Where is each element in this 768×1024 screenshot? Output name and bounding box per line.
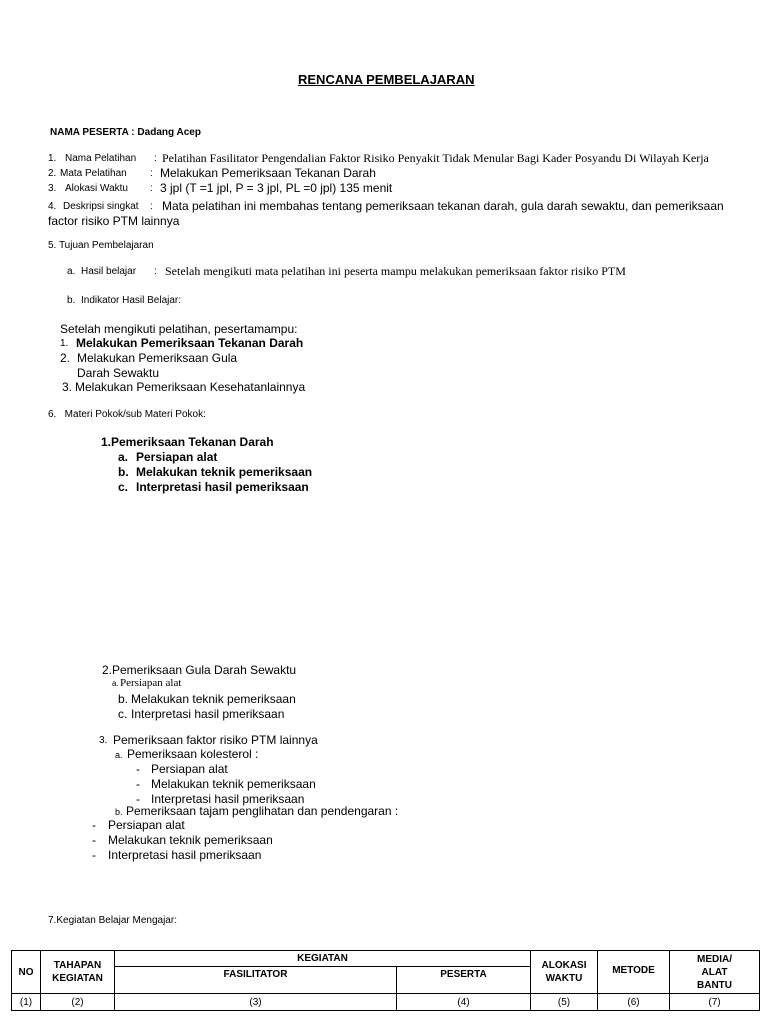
indikator-2-text-continued: Darah Sewaktu [77,366,160,380]
indikator-2-text: Melakukan Pemeriksaan Gula [77,351,238,365]
tujuan-heading: 5. Tujuan Pembelajaran [48,240,154,251]
indikator-3-text: Melakukan Pemeriksaan Kesehatanlainnya [75,380,306,394]
peserta-row [50,127,201,138]
materi-1a-text: Persiapan alat [136,450,218,464]
materi-3-title: Pemeriksaan faktor risiko PTM lainnya [113,733,318,747]
item-1-label: Nama Pelatihan [65,153,137,164]
materi-3a-title: Pemeriksaan kolesterol : [127,747,259,761]
item-2-value: Melakukan Pemeriksaan Tekanan Darah [160,166,376,180]
item-4-number: 4. [48,201,57,212]
materi-2-title: 2.Pemeriksaan Gula Darah Sewaktu [102,663,297,677]
materi-3b-item-2: Melakukan teknik pemeriksaan [108,833,273,847]
hasil-belajar-number: a. [67,266,76,277]
col-number-5: (5) [531,994,598,1011]
materi-3a-item-1: Persiapan alat [151,762,228,776]
col-number-3: (3) [115,994,397,1011]
item-4-value: Mata pelatihan ini membahas tentang pemeriksaan tekanan darah, gula darah sewaktu, dan pemeriksaan [162,199,724,213]
materi-3b-item-1: Persiapan alat [108,818,185,832]
hasil-belajar-value: Setelah mengikuti mata pelatihan ini peserta mampu melakukan pemeriksaan faktor risiko PTM [165,264,626,278]
item-4-value-continued: factor risiko PTM lainnya [48,214,180,228]
page-title: RENCANA PEMBELAJARAN [298,72,475,87]
materi-heading: 6. Materi Pokok/sub Materi Pokok: [48,409,206,420]
item-2-number: 2. [48,168,57,179]
materi-3b-dash-2: - [92,833,96,847]
materi-1-title: 1.Pemeriksaan Tekanan Darah [101,435,274,449]
peserta-label: NAMA PESERTA : [50,127,135,138]
materi-3b-dash-3: - [92,848,96,862]
indikator-number: b. [67,295,76,306]
indikator-2-number: 2. [60,351,71,365]
materi-3-number: 3. [99,735,108,746]
col-number-4: (4) [397,994,531,1011]
materi-2a-number: a. [112,679,119,688]
kegiatan-table [11,950,760,1011]
materi-3b-dash-1: - [92,818,96,832]
materi-3b-title: Pemeriksaan tajam penglihatan dan pendengaran : [126,804,399,818]
materi-3a-item-3: Interpretasi hasil pmeriksaan [151,792,305,806]
materi-3a-number: a. [115,750,123,760]
item-1-value: Pelatihan Fasilitator Pengendalian Faktor Risiko Penyakit Tidak Menular Bagi Kader Posyandu Di Wilayah Kerja [162,151,709,165]
col-header-alokasi: ALOKASI WAKTU [531,951,598,994]
item-4-label: Deskripsi singkat [63,201,139,212]
item-3-value: 3 jpl (T =1 jpl, P = 3 jpl, PL =0 jpl) 135 menit [160,181,393,195]
indikator-label: Indikator Hasil Belajar: [81,295,182,306]
indikator-1-text: Melakukan Pemeriksaan Tekanan Darah [76,336,304,350]
hasil-belajar-separator: : [154,266,157,277]
item-3-number: 3. [48,183,57,194]
indikator-1-number: 1. [60,338,69,349]
materi-1a-number: a. [118,450,129,464]
materi-2c-number: c. [118,707,128,721]
materi-2a-text: Persiapan alat [120,677,182,689]
kegiatan-heading: 7.Kegiatan Belajar Mengajar: [48,915,177,926]
col-header-peserta: PESERTA [397,967,531,994]
materi-1c-text: Interpretasi hasil pemeriksaan [136,480,309,494]
col-header-media: MEDIA/ ALAT BANTU [670,951,760,994]
item-1-number: 1. [48,153,57,164]
peserta-value: Dadang Acep [137,127,201,138]
item-3-separator: : [150,183,153,194]
col-number-6: (6) [598,994,670,1011]
col-header-kegiatan: KEGIATAN [115,951,531,967]
item-3-label: Alokasi Waktu [65,183,128,194]
materi-1b-number: b. [118,465,129,479]
item-4-separator: : [150,201,153,212]
col-header-metode: METODE [598,951,670,994]
col-header-tahapan: TAHAPAN KEGIATAN [41,951,115,994]
indikator-intro: Setelah mengikuti pelatihan, pesertamampu: [60,322,298,336]
hasil-belajar-label: Hasil belajar [81,266,137,277]
materi-2b-text: Melakukan teknik pemeriksaan [131,692,296,706]
materi-1c-number: c. [118,480,129,494]
col-header-fasilitator: FASILITATOR [115,967,397,994]
materi-2b-number: b. [118,692,129,706]
col-header-no: NO [12,951,41,994]
item-1-separator: : [154,153,157,164]
col-number-7: (7) [670,994,760,1011]
col-number-2: (2) [41,994,115,1011]
materi-3b-number: b. [115,807,123,817]
materi-3b-item-3: Interpretasi hasil pmeriksaan [108,848,262,862]
indikator-3-number: 3. [62,380,73,394]
col-number-1: (1) [12,994,41,1011]
materi-3a-item-2: Melakukan teknik pemeriksaan [151,777,316,791]
item-2-separator: : [150,168,153,179]
materi-1b-text: Melakukan teknik pemeriksaan [136,465,313,479]
materi-2c-text: Interpretasi hasil pmeriksaan [131,707,285,721]
materi-3a-dash-1: - [136,762,140,776]
materi-3a-dash-2: - [136,777,140,791]
item-2-label: Mata Pelatihan [60,168,127,179]
table-row [12,994,760,1011]
materi-3a-dash-3: - [136,792,140,806]
